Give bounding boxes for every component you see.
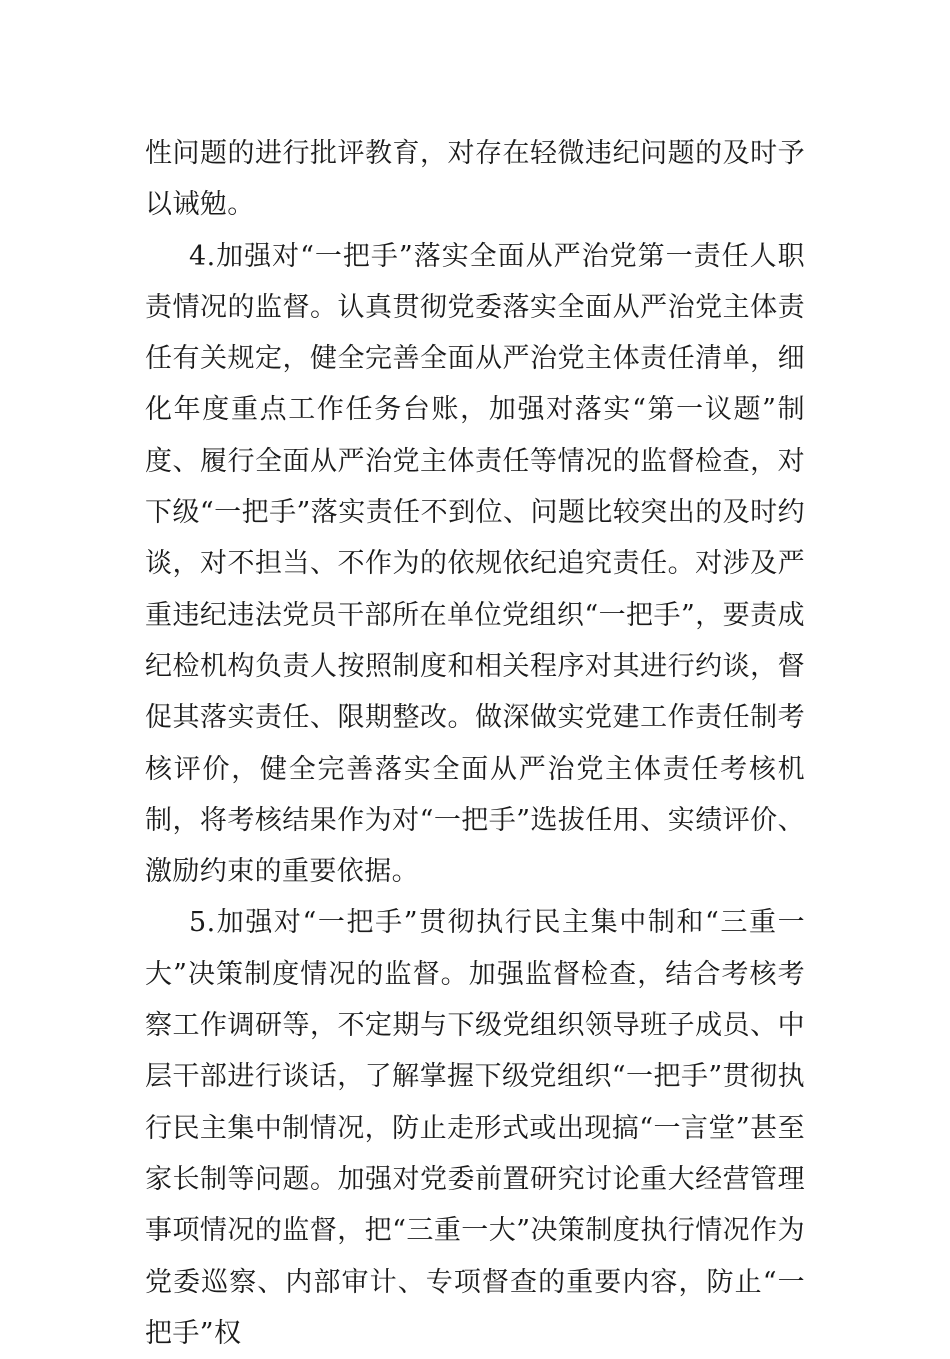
paragraph-item-5: 5.加强对“一把手”贯彻执行民主集中制和“三重一大”决策制度情况的监督。加强监督检查，结合考核考察工作调研等，不定期与下级党组织领导班子成员、中层干部进行谈话，了解掌握下级党组织“一把手”贯彻执行民主集中制情况，防止走形式或出现搞“一言堂”甚至家长制等问题。加强对党委前置研究讨论重大经营管理事项情况的监督，把“三重一大”决策制度执行情况作为党委巡察、内部审计、专项督查的重要内容，防止“一把手”权 [145, 907, 805, 1349]
document-body [145, 128, 805, 1359]
paragraph-continuation: 性问题的进行批评教育，对存在轻微违纪问题的及时予以诫勉。 [145, 138, 805, 221]
paragraph-item-4: 4.加强对“一把手”落实全面从严治党第一责任人职责情况的监督。认真贯彻党委落实全面从严治党主体责任有关规定，健全完善全面从严治党主体责任清单，细化年度重点工作任务台账，加强对落实“第一议题”制度、履行全面从严治党主体责任等情况的监督检查，对下级“一把手”落实责任不到位、问题比较突出的及时约谈，对不担当、不作为的依规依纪追究责任。对涉及严重违纪违法党员干部所在单位党组织“一把手”，要责成纪检机构负责人按照制度和相关程序对其进行约谈，督促其落实责任、限期整改。做深做实党建工作责任制考核评价，健全完善落实全面从严治党主体责任考核机制，将考核结果作为对“一把手”选拔任用、实绩评价、激励约束的重要依据。 [145, 240, 805, 888]
